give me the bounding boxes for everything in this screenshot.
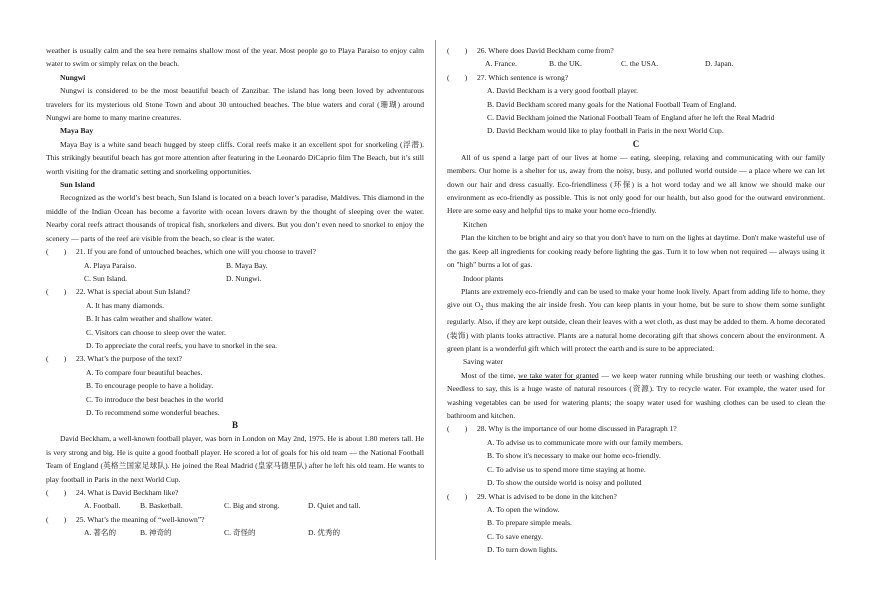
section-b-heading: B [231,420,238,431]
nungwi-heading: Nungwi [60,72,86,82]
saving-text-1: Most of the time, [461,370,519,380]
option-d: D. David Beckham would like to play football in Paris in the next World Cup. [487,126,724,136]
option-a: A. To open the window. [487,504,560,514]
intro-paragraph: weather is usually calm and the sea here remains shallow most of the year. Most people go to Playa Paraiso to enjoy calm water to swim or simply relax on the beach. [46,46,424,69]
kitchen-heading: Kitchen [463,219,488,229]
question-24 [46,486,424,499]
saving-text-2: — we keep water running while brushing our teeth or washing clothes. Needless to say, this is a huge waste of natural resources (资源). Try to recycle water. For example, the water used for washing vegetables can be used for watering plants; the soapy water used for washing clothes can be used to clean the bathroom and kitchen. [447,370,825,421]
options-21-row1 [46,259,424,272]
plants-text-1: Plants are extremely eco-friendly and can be used to make your home look lively. Apart from adding life to home, they give out O [447,286,825,310]
section-c-heading: C [632,138,640,149]
option-c: C. David Beckham joined the National Football Team of England after he left the Real Madrid [487,113,775,123]
answer-bracket[interactable]: ( ) [447,491,468,501]
sun-island-heading: Sun Island [60,180,95,190]
option-b: B. the UK. [549,59,582,69]
option-b: B. To prepare simple meals. [487,518,572,528]
kitchen-paragraph: Plan the kitchen to be bright and airy so that you don't have to turn on the lights at daytime. Don't make wasteful use of the gas. Keep all ingredients for cooking ready before lighting the gas. Turn it to low when not required — always using it on "high" burns a lot of gas. [447,233,825,270]
question-27 [447,71,825,84]
beckham-paragraph: David Beckham, a well-known football player, was born in London on May 2nd, 1975. He is about 1.80 meters tall. He is very strong and big. He is quite a good football player. He scored a lot of goals for his old team — the National Football Team of England (英格兰国家足球队). He joined the Real Madrid (皇家马德里队) after he left his old team. He wants to play football in Paris in the next World Cup. [46,434,424,484]
option-b: B. To show it's necessary to make our home eco-friendly. [487,451,661,461]
option-a: A. David Beckham is a very good football player. [487,86,638,96]
option-a: A. France. [485,59,517,69]
question-text: 27. Which sentence is wrong? [477,72,569,82]
option-d: D. 优秀的 [308,528,341,538]
option-d: D. To turn down lights. [487,545,558,555]
option-b: B. Basketball. [140,501,183,511]
right-column [447,44,825,557]
option-a: A. It has many diamonds. [86,300,165,310]
maya-bay-paragraph: Maya Bay is a white sand beach hugged by steep cliffs. Coral reefs make it an excellent spot for snorkeling (浮潜). This strikingly beautiful beach has got more attention after featuring in the Leonardo DiCaprio film The Beach, but it’s still worth visiting for the dramatic setting and snorkeling opportunities. [46,139,424,176]
question-text: 22. What is special about Sun Island? [76,287,190,297]
question-text: 25. What’s the meaning of “well-known”? [76,514,205,524]
nungwi-paragraph: Nungwi is considered to be the most beautiful beach of Zanzibar. The island has long been loved by adventurous travelers for its mysterious old Stone Town and about 30 untouched beaches. The blue waters and coral (珊瑚) around Nungwi are home to many marine creatures. [46,86,424,123]
options-26 [447,57,825,70]
intro-c-paragraph: All of us spend a large part of our lives at home — eating, sleeping, relaxing and communicating with our family members. Our home is a shelter for us, away from the noisy, busy, and polluted world outside — a place where we can let down our hair and dress casually. Eco-friendliness (环保) is a hot word today and we all know we should make our environment as eco-friendly as possible. This is not only good for our health, but also good for the outward environment. Here are some easy and helpful tips to make your home eco-friendly. [447,152,825,216]
option-d: D. Nungwi. [226,273,262,283]
option-b: B. It has calm weather and shallow water. [86,314,213,324]
option-c: C. To save energy. [487,531,543,541]
answer-bracket[interactable]: ( ) [46,354,67,364]
question-25 [46,513,424,526]
column-divider [435,40,436,560]
question-text: 21. If you are fond of untouched beaches, which one will you choose to travel? [76,247,316,257]
answer-bracket[interactable]: ( ) [447,46,468,55]
option-c: C. 奇怪的 [224,528,256,538]
option-c: C. To introduce the best beaches in the world [86,394,224,404]
option-d: D. Japan. [705,59,734,69]
question-text: 29. What is advised to be done in the kitchen? [477,491,617,501]
left-column [46,44,424,540]
plants-paragraph [447,285,825,356]
answer-bracket[interactable]: ( ) [46,247,67,257]
option-c: C. the USA. [621,59,659,69]
question-text: 28. Why is the importance of our home discussed in Paragraph 1? [477,424,677,434]
plants-text-2: thus making the air inside fresh. You can keep plants in your home, but be sure to show them some sunlight regularly. Also, if they are kept outside, clean their leaves with a wet cloth, as dust may be added to them. A home decorated (装饰) with plants looks attractive. Plants are a natural home decorating gift that shows concern about the environment. A green plant is a wonderful gift which will protect the earth and is sure to be appreciated. [447,300,825,354]
option-c: C. To advise us to spend more time staying at home. [487,464,646,474]
question-28 [447,422,825,435]
question-22 [46,285,424,298]
option-c: C. Sun Island. [84,273,128,283]
option-b: B. David Beckham scored many goals for the National Football Team of England. [487,99,737,109]
options-25 [46,526,424,539]
option-a: A. To compare four beautiful beaches. [86,367,203,377]
option-d: D. Quiet and tall. [308,501,361,511]
option-d: D. To show the outside world is noisy and polluted [487,478,642,488]
option-b: B. 神奇的 [140,528,172,538]
options-24 [46,499,424,512]
option-d: D. To recommend some wonderful beaches. [86,407,220,417]
answer-bracket[interactable]: ( ) [447,72,468,82]
question-23 [46,352,424,365]
question-26 [447,44,825,57]
saving-water-heading: Saving water [463,357,503,367]
option-b: B. To encourage people to have a holiday. [86,381,214,391]
saving-water-paragraph [447,369,825,423]
answer-bracket[interactable]: ( ) [46,488,67,497]
option-b: B. Maya Bay. [226,260,268,270]
option-a: A. Playa Paraiso. [84,260,137,270]
answer-bracket[interactable]: ( ) [46,514,67,524]
question-text: 24. What is David Beckham like? [76,488,179,497]
option-c: C. Visitors can choose to sleep over the water. [86,327,226,337]
answer-bracket[interactable]: ( ) [46,287,67,297]
underlined-phrase: we take water for granted [518,370,599,380]
question-21 [46,245,424,258]
option-c: C. Big and strong. [224,501,280,511]
maya-bay-heading: Maya Bay [60,126,94,136]
plants-heading: Indoor plants [463,273,504,283]
question-29 [447,490,825,503]
answer-bracket[interactable]: ( ) [447,424,468,434]
options-21-row2 [46,272,424,285]
sun-island-paragraph: Recognized as the world’s best beach, Sun Island is located on a beach lover’s paradise, Maldives. This diamond in the middle of the Indian Ocean has become a favorite with ocean lovers drawn by the thought of sleeping over the water. Nearby coral reefs attract thousands of tropical fish, snorkelers and divers. But you don’t even need to snorkel to enjoy the scenery — parts of the reef are visible from the beach, so clear is the water. [46,193,424,243]
question-text: 23. What’s the purpose of the text? [76,354,182,364]
option-a: A. Football. [84,501,121,511]
option-a: A. 著名的 [84,528,117,538]
oxygen-subscript: 2 [480,304,484,312]
option-d: D. To appreciate the coral reefs, you have to snorkel in the sea. [86,340,277,350]
option-a: A. To advise us to communicate more with our family members. [487,437,683,447]
question-text: 26. Where does David Beckham come from? [477,46,614,55]
